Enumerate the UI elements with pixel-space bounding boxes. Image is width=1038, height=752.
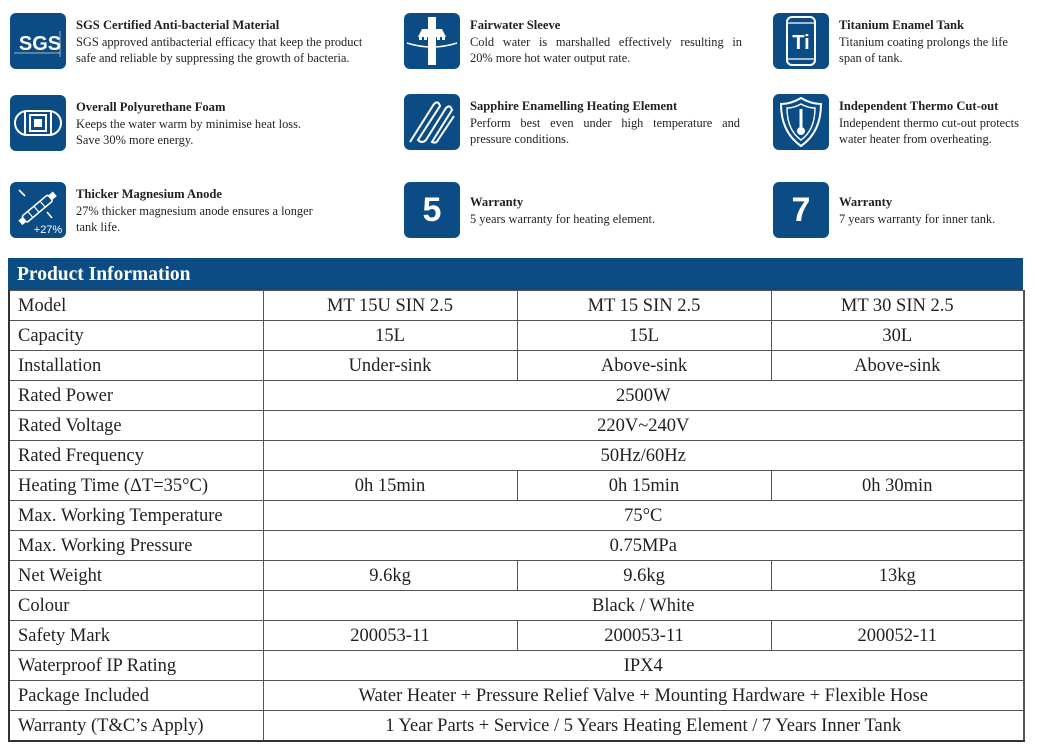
table-row: [9, 291, 1024, 321]
sgs-logo-icon: [10, 13, 66, 69]
spec-label: Colour: [9, 591, 263, 621]
feature-warranty-5: [404, 182, 655, 238]
table-row: [9, 591, 1024, 621]
feature-desc-line: 5 years warranty for heating element.: [470, 211, 656, 226]
spec-value: 1 Year Parts + Service / 5 Years Heating Element / 7 Years Inner Tank: [263, 711, 1024, 742]
feature-desc-line: Save 30% more energy.: [76, 133, 194, 147]
table-row: [9, 531, 1024, 561]
ti-text: Ti: [792, 32, 810, 54]
table-row: [9, 321, 1024, 351]
spec-value: 220V~240V: [263, 411, 1024, 441]
feature-desc-line: tank life.: [76, 220, 121, 234]
feature-title: SGS Certified Anti-bacterial Material: [76, 18, 280, 32]
fairwater-sleeve-icon: [404, 13, 460, 69]
feature-thermo-cutout: [773, 94, 1019, 150]
spec-label: Installation: [9, 351, 263, 381]
spec-value: 15L: [517, 321, 771, 351]
anode-percent-text: +27%: [33, 224, 63, 236]
spec-label: Heating Time (ΔT=35°C): [9, 471, 263, 501]
spec-label: Waterproof IP Rating: [9, 651, 263, 681]
feature-desc-line: 7 years warranty for inner tank.: [839, 211, 996, 226]
spec-value: Water Heater + Pressure Relief Valve + Mounting Hardware + Flexible Hose: [263, 681, 1024, 711]
spec-value: 200053-11: [263, 621, 517, 651]
feature-heating-element: [404, 94, 740, 150]
feature-desc-line: Independent thermo cut-out protects: [839, 115, 1019, 130]
spec-label: Net Weight: [9, 561, 263, 591]
spec-value: MT 30 SIN 2.5: [771, 291, 1024, 321]
thermo-shield-icon: [773, 94, 829, 150]
spec-label: Rated Voltage: [9, 411, 263, 441]
table-row: [9, 411, 1024, 441]
table-row: [9, 621, 1024, 651]
feature-sgs: [10, 13, 362, 69]
feature-warranty-7: [773, 182, 995, 238]
product-info-title: Product Information: [8, 258, 1023, 290]
feature-desc-line: pressure conditions.: [470, 132, 570, 146]
spec-value: Under-sink: [263, 351, 517, 381]
spec-label: Warranty (T&C’s Apply): [9, 711, 263, 742]
table-row: [9, 381, 1024, 411]
spec-label: Safety Mark: [9, 621, 263, 651]
spec-table: [8, 290, 1025, 742]
spec-value: 30L: [771, 321, 1024, 351]
table-row: [9, 501, 1024, 531]
spec-value: 9.6kg: [517, 561, 771, 591]
table-row: [9, 711, 1024, 742]
table-row: [9, 561, 1024, 591]
spec-value: 200052-11: [771, 621, 1024, 651]
feature-magnesium-anode: [10, 182, 313, 238]
feature-desc-line: span of tank.: [839, 51, 903, 65]
feature-polyurethane-foam: [10, 95, 301, 151]
table-row: [9, 681, 1024, 711]
foam-insulation-icon: [10, 95, 66, 151]
spec-value: 200053-11: [517, 621, 771, 651]
table-row: [9, 651, 1024, 681]
spec-value: 0h 30min: [771, 471, 1024, 501]
spec-value: 9.6kg: [263, 561, 517, 591]
feature-desc-line: water heater from overheating.: [839, 132, 992, 146]
five-year-icon: [404, 182, 460, 238]
feature-title: Sapphire Enamelling Heating Element: [470, 99, 678, 113]
feature-desc-line: 20% more hot water output rate.: [470, 51, 631, 65]
five-year-number: 5: [422, 190, 442, 229]
spec-value: 2500W: [263, 381, 1024, 411]
spec-value: Above-sink: [771, 351, 1024, 381]
feature-desc-line: Perform best even under high temperature and: [470, 115, 740, 130]
spec-label: Capacity: [9, 321, 263, 351]
titanium-tank-icon: [773, 13, 829, 69]
feature-desc-line: 27% thicker magnesium anode ensures a longer: [76, 203, 313, 218]
spec-label: Max. Working Temperature: [9, 501, 263, 531]
heating-element-icon: [404, 94, 460, 150]
feature-title: Independent Thermo Cut-out: [839, 99, 999, 113]
spec-value: IPX4: [263, 651, 1024, 681]
feature-title: Fairwater Sleeve: [470, 18, 561, 32]
spec-value: MT 15 SIN 2.5: [517, 291, 771, 321]
spec-label: Model: [9, 291, 263, 321]
feature-title: Thicker Magnesium Anode: [76, 187, 223, 201]
spec-label: Package Included: [9, 681, 263, 711]
product-info-table: [8, 258, 1023, 742]
feature-desc-line: Titanium coating prolongs the life: [839, 34, 1008, 49]
spec-value: 0.75MPa: [263, 531, 1024, 561]
seven-year-number: 7: [791, 190, 811, 229]
feature-title: Overall Polyurethane Foam: [76, 100, 226, 114]
spec-label: Max. Working Pressure: [9, 531, 263, 561]
feature-desc-line: SGS approved antibacterial efficacy that keep the product: [76, 34, 363, 49]
spec-value: 0h 15min: [263, 471, 517, 501]
spec-value: 75°C: [263, 501, 1024, 531]
table-row: [9, 441, 1024, 471]
table-row: [9, 351, 1024, 381]
feature-desc-line: safe and reliable by suppressing the growth of bacteria.: [76, 51, 350, 65]
spec-value: 0h 15min: [517, 471, 771, 501]
seven-year-icon: [773, 182, 829, 238]
spec-label: Rated Power: [9, 381, 263, 411]
magnesium-anode-icon: [10, 182, 66, 238]
table-row: [9, 471, 1024, 501]
spec-value: Black / White: [263, 591, 1024, 621]
spec-value: 13kg: [771, 561, 1024, 591]
feature-fairwater-sleeve: [404, 13, 742, 69]
spec-value: 15L: [263, 321, 517, 351]
spec-label: Rated Frequency: [9, 441, 263, 471]
spec-value: 50Hz/60Hz: [263, 441, 1024, 471]
spec-value: Above-sink: [517, 351, 771, 381]
feature-title: Titanium Enamel Tank: [839, 18, 965, 32]
spec-value: MT 15U SIN 2.5: [263, 291, 517, 321]
feature-title: Warranty: [839, 195, 893, 209]
feature-title: Warranty: [470, 195, 524, 209]
feature-titanium-tank: [773, 13, 1008, 69]
feature-desc-line: Keeps the water warm by minimise heat loss.: [76, 116, 302, 131]
sgs-logo-text: SGS: [18, 33, 62, 55]
feature-desc-line: Cold water is marshalled effectively resulting in: [470, 34, 742, 49]
